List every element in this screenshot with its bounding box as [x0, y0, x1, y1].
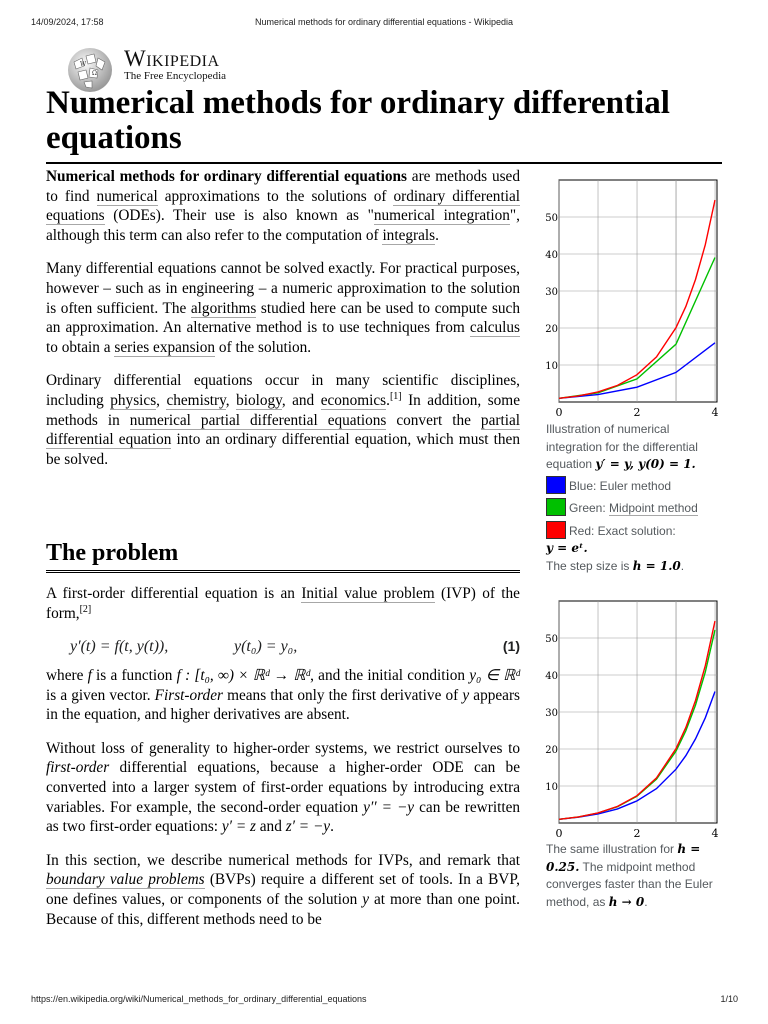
x-tick-label: 4 — [711, 406, 719, 418]
problem-body — [46, 666, 520, 943]
reference-2[interactable]: [2] — [79, 603, 92, 615]
problem-paragraph-4: In this section, we describe numerical methods for IVPs, and remark that boundary value problems (BVPs) require a different set of tools. In a BVP, one defines values, or components of the solution y at more than one point. Because of this, different methods need to be — [46, 851, 520, 928]
chart-step-1 — [545, 178, 721, 418]
svg-text:W: W — [80, 61, 87, 68]
link-partial-differential-equation[interactable]: partial differential equation — [46, 411, 520, 449]
link-ordinary-differential-equations[interactable]: ordinary differential equations — [46, 187, 520, 225]
equation-number: (1) — [502, 638, 520, 654]
y-tick-label: 10 — [545, 361, 558, 372]
y-tick-label: 30 — [545, 708, 558, 719]
link-biology[interactable]: biology — [236, 391, 282, 409]
figure-1-caption: Illustration of numerical integration for the differential equation y′ = y, y(0) = 1. Blue: Euler method Green: Midpoint method Red: Exact solution: y = eᵗ. The step size is h = 1.0. — [546, 422, 698, 573]
intro — [46, 167, 520, 483]
figure-2[interactable] — [545, 599, 721, 839]
link-algorithms[interactable]: algorithms — [190, 299, 257, 317]
legend-blue-swatch — [546, 476, 566, 494]
legend-exact: Red: Exact solution: — [569, 523, 676, 538]
problem-paragraph-3: Without loss of generality to higher-order systems, we restrict ourselves to first-order differential equations, because a higher-order ODE can be converted into a larger system of first-order equations by introducing extra variables. For example, the second-order equation y′′ = −y can be rewritten as two first-order equations: y′ = z and z′ = −y. — [46, 739, 521, 836]
link-numerical[interactable]: numerical — [96, 187, 158, 205]
legend-green-swatch — [546, 498, 566, 516]
x-tick-label: 0 — [555, 827, 563, 839]
link-series-expansion[interactable]: series expansion — [114, 338, 216, 356]
print-timestamp: 14/09/2024, 17:58 — [31, 17, 104, 27]
section-heading-the-problem: The problem — [46, 540, 520, 573]
link-economics[interactable]: economics — [320, 391, 387, 409]
equation-lhs: y′(t) = f(t, y(t)), — [70, 638, 169, 655]
link-numerical-pde[interactable]: numerical partial differential equations — [129, 411, 387, 429]
equation-1 — [46, 638, 520, 662]
link-initial-value-problem[interactable]: Initial value problem — [301, 585, 435, 602]
figure-1[interactable] — [545, 178, 721, 418]
print-page-title: Numerical methods for ordinary differential equations - Wikipedia — [255, 17, 513, 27]
y-tick-label: 50 — [545, 213, 558, 224]
intro-paragraph-2: Many differential equations cannot be solved exactly. For practical purposes, however – such as in engineering – a numeric approximation to the solution is often sufficient. The algorithms studied here can be used to compute such an approximation. An alternative method is to use techniques from calculus to obtain a series expansion of the solution. — [46, 260, 520, 356]
reference-1[interactable]: [1] — [389, 390, 402, 402]
legend-red-swatch — [546, 521, 566, 539]
link-numerical-integration[interactable]: numerical integration — [373, 207, 510, 225]
problem-paragraph-2: where f is a function f : [t₀, ∞) × ℝᵈ → ℝᵈ, and the initial condition y₀ ∈ ℝᵈ is a given vector. First-order means that only the first derivative of y appears in the equation, and higher derivatives are absent. — [46, 667, 520, 724]
brand-name: Wikipedia — [124, 46, 220, 71]
legend-euler: Blue: Euler method — [569, 478, 672, 493]
link-integrals[interactable]: integrals — [382, 226, 436, 244]
figure-2-caption: The same illustration for h = 0.25. The midpoint method converges faster than the Euler method, as h → 0. — [546, 842, 713, 909]
svg-text:Ω: Ω — [92, 70, 97, 77]
y-tick-label: 30 — [545, 287, 558, 298]
equation-rhs: y(t₀) = y₀, — [234, 638, 298, 655]
print-page-number: 1/10 — [720, 994, 738, 1004]
problem-paragraph-1: A first-order differential equation is an Initial value problem (IVP) of the form,[2] — [46, 585, 520, 622]
y-tick-label: 20 — [545, 324, 558, 335]
intro-paragraph-1: Numerical methods for ordinary differential equations are methods used to find numerical approximations to the solutions of ordinary differential equations (ODEs). Their use is also known as "numerical integration", although this term can also refer to the computation of integrals. — [46, 168, 520, 244]
intro-paragraph-3: Ordinary differential equations occur in many scientific disciplines, including physics, chemistry, biology, and economics.[1] In addition, some methods in numerical partial differential equations convert the partial differential equation into an ordinary differential equation, which must then be solved. — [46, 372, 520, 468]
wikipedia-wordmark[interactable] — [124, 46, 226, 82]
y-tick-label: 20 — [545, 745, 558, 756]
link-calculus[interactable]: calculus — [469, 319, 520, 337]
link-midpoint-method[interactable]: Midpoint method — [609, 501, 698, 515]
link-physics[interactable]: physics — [110, 391, 157, 409]
y-tick-label: 50 — [545, 634, 558, 645]
y-tick-label: 40 — [545, 250, 558, 261]
x-tick-label: 4 — [711, 827, 719, 839]
print-url: https://en.wikipedia.org/wiki/Numerical_methods_for_ordinary_differential_equations — [31, 994, 367, 1004]
link-boundary-value-problems[interactable]: boundary value problems — [46, 871, 205, 889]
chart-step-025 — [545, 599, 721, 839]
x-tick-label: 2 — [633, 827, 641, 839]
page-title: Numerical methods for ordinary differential equations — [46, 86, 722, 164]
x-tick-label: 0 — [555, 406, 563, 418]
link-chemistry[interactable]: chemistry — [166, 391, 226, 409]
brand-tagline: The Free Encyclopedia — [124, 70, 227, 82]
y-tick-label: 40 — [545, 671, 558, 682]
x-tick-label: 2 — [633, 406, 641, 418]
y-tick-label: 10 — [545, 782, 558, 793]
